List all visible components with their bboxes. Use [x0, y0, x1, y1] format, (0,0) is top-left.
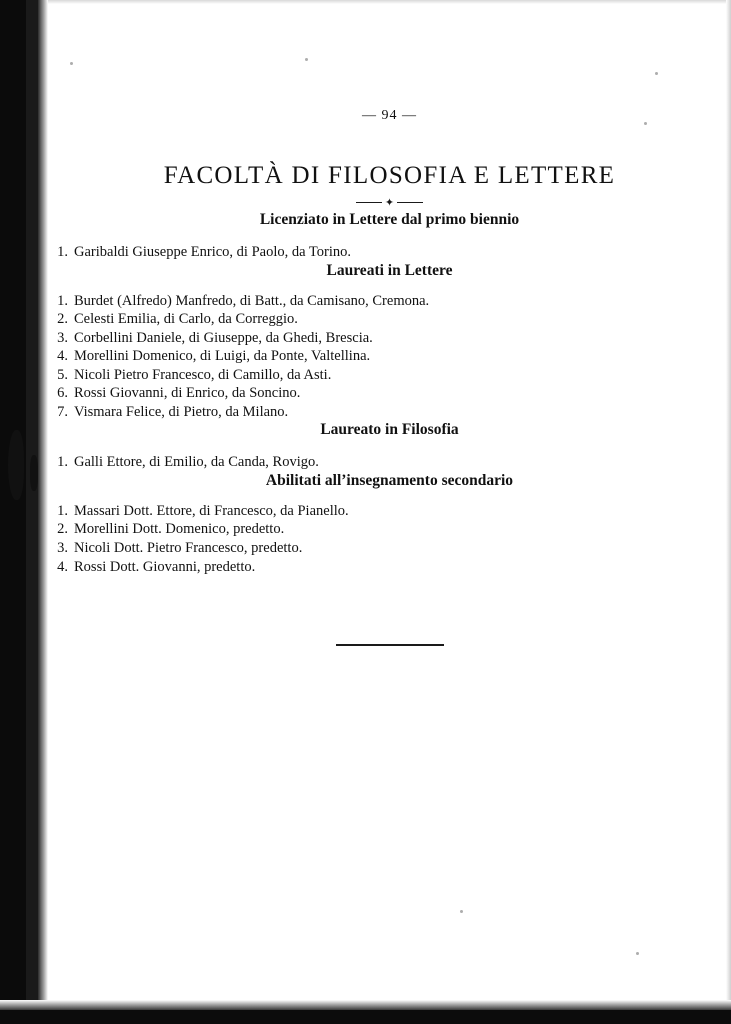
entry-list-abilitati-insegnamento-secondario	[48, 502, 731, 576]
ornament-diamond-icon: ✦	[384, 197, 395, 209]
title-ornament	[48, 196, 731, 211]
entry-text: Vismara Felice, di Pietro, da Milano.	[74, 403, 289, 420]
entry-text: Burdet (Alfredo) Manfredo, di Batt., da Camisano, Cremona.	[74, 292, 430, 309]
page-number: — 94 —	[362, 108, 417, 123]
entry-number: 2.	[57, 521, 68, 538]
entry-number: 4.	[57, 348, 68, 365]
list-item	[48, 310, 731, 329]
list-item	[48, 292, 731, 311]
entry-text: Morellini Dott. Domenico, predetto.	[74, 521, 285, 538]
entry-text: Nicoli Pietro Francesco, di Camillo, da Asti.	[74, 366, 332, 383]
entry-number: 1.	[57, 454, 68, 471]
entry-text: Galli Ettore, di Emilio, da Canda, Rovigo.	[74, 454, 319, 471]
entry-number: 7.	[57, 403, 68, 420]
list-item	[48, 329, 731, 348]
entry-text: Rossi Giovanni, di Enrico, da Soncino.	[74, 385, 301, 402]
entry-text: Massari Dott. Ettore, di Francesco, da Pianello.	[74, 502, 349, 519]
list-item	[48, 243, 731, 262]
list-item	[48, 366, 731, 385]
page-content	[48, 0, 731, 1024]
ornament-dash-left	[356, 202, 382, 203]
section-heading-abilitati-insegnamento-secondario: Abilitati all’insegnamento secondario	[265, 471, 514, 489]
entry-text: Rossi Dott. Giovanni, predetto.	[74, 558, 256, 575]
list-item	[48, 539, 731, 558]
entry-text: Garibaldi Giuseppe Enrico, di Paolo, da Torino.	[74, 244, 351, 260]
list-item	[48, 403, 731, 422]
list-item	[48, 558, 731, 577]
list-item	[48, 520, 731, 539]
entry-number: 6.	[57, 385, 68, 402]
entry-number: 1.	[57, 502, 68, 519]
entry-list-laureati-in-lettere	[48, 292, 731, 422]
entry-list-laureato-in-filosofia	[48, 453, 731, 472]
section-heading-laureati-in-lettere: Laureati in Lettere	[326, 261, 453, 279]
list-item	[48, 384, 731, 403]
entry-list-licenziato-lettere-primo-biennio	[48, 243, 731, 262]
entry-number: 1.	[57, 244, 68, 260]
section-heading-licenziato-lettere-primo-biennio: Licenziato in Lettere dal primo biennio	[259, 211, 520, 228]
entry-text: Nicoli Dott. Pietro Francesco, predetto.	[74, 540, 303, 557]
scan-edge-left	[0, 0, 26, 1024]
entry-number: 1.	[57, 292, 68, 309]
binding-clamp-mark	[8, 430, 24, 500]
entry-number: 2.	[57, 311, 68, 328]
entry-number: 4.	[57, 558, 68, 575]
list-item	[48, 347, 731, 366]
scan-edge-left-gradient	[38, 0, 48, 1024]
entry-text: Celesti Emilia, di Carlo, da Correggio.	[74, 311, 298, 328]
entry-text: Morellini Domenico, di Luigi, da Ponte, Valtellina.	[74, 348, 371, 365]
entry-number: 5.	[57, 366, 68, 383]
list-item	[48, 453, 731, 472]
entry-number: 3.	[57, 540, 68, 557]
section-divider-rule	[336, 644, 444, 646]
page-title: FACOLTÀ DI FILOSOFIA E LETTERE	[163, 162, 616, 189]
binding-clamp-mark-secondary	[30, 455, 38, 491]
list-item	[48, 502, 731, 521]
entry-text: Corbellini Daniele, di Giuseppe, da Ghedi, Brescia.	[74, 329, 373, 346]
ornament-dash-right	[397, 202, 423, 203]
section-heading-laureato-in-filosofia: Laureato in Filosofia	[320, 421, 459, 439]
entry-number: 3.	[57, 329, 68, 346]
